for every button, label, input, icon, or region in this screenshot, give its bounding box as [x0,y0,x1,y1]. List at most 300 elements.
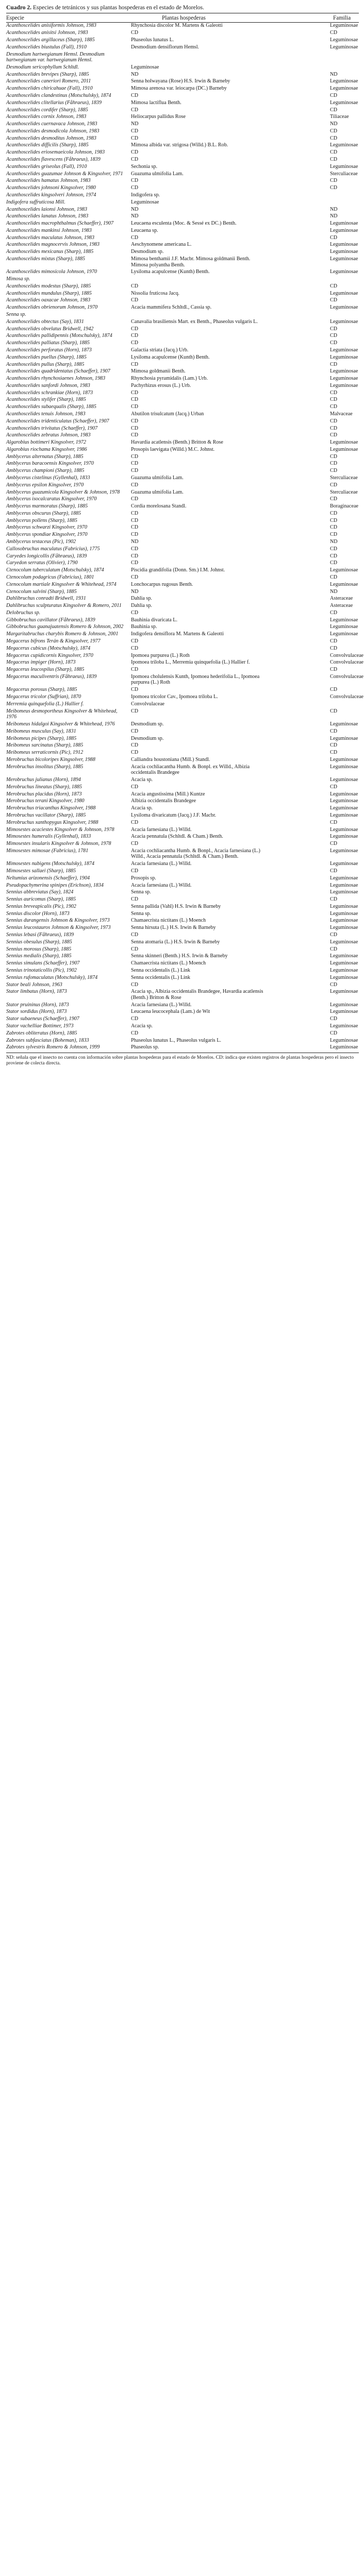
family-cell: CD [330,532,338,538]
family-cell: ND [330,206,338,212]
host-cell: CD [131,517,139,523]
table-row [6,475,359,481]
family-cell: CD [330,333,338,339]
species-cell: Sennius breveapicalis (Pic), 1902 [6,903,76,909]
species-cell: Merobruchus insolitus (Sharp), 1885 [6,764,84,770]
table-row [6,439,359,446]
species-cell: Acanthoscelides anisitsi Johnson, 1983 [6,30,88,36]
table-row [6,276,359,282]
family-cell: CD [330,524,338,531]
table-row [6,249,359,255]
document-page [0,0,364,1066]
host-cell: CD [131,546,139,552]
table-row [6,1044,359,1050]
host-cell: Lysiloma acapulcense (Kunth) Benth. [131,354,210,360]
host-cell: CD [131,397,139,403]
species-cell: Acanthoscelides perforatus (Horn), 1873 [6,347,92,353]
family-cell: CD [330,638,338,644]
table-row [6,750,359,756]
family-cell: CD [330,1016,338,1022]
table-row [6,454,359,460]
table-footnote: ND: señala que el insecto no cuenta con información sobre plantas hospederas para el estado de Morelos. CD: indica que existen registros de plantas hospederas pero el insecto proviene de colecta directa. [6,1053,359,1066]
host-cell: CD [131,93,139,98]
species-cell: Meibomeus picipes (Sharp), 1885 [6,735,77,741]
host-cell: Mimosa benthamii J.F. Macbr. Mimosa goldmanii Benth. Mimosa polyantha Benth. [131,256,251,268]
table-row [6,52,359,63]
host-cell: Ipomoea tricolor Cav., Ipomoea triloba L. [131,694,218,700]
table-row [6,326,359,332]
family-cell: CD [330,574,338,580]
table-row [6,1002,359,1008]
species-cell: Acanthoscelides lanatus Johnson, 1983 [6,213,89,219]
family-cell: Leguminosae [330,304,358,311]
species-cell: Megacerus bifrons Terán & Kingsolver, 1977 [6,638,101,644]
family-cell: Leguminosae [330,974,358,980]
family-cell: Leguminosae [330,805,358,811]
family-cell: Leguminosae [330,721,358,727]
host-cell: Mimosa arenosa var. leiocarpa (DC.) Barneby [131,86,227,92]
species-cell: Amblycerus marmoratus (Sharp), 1885 [6,503,88,510]
species-cell: Acanthoscelides puellus (Sharp), 1885 [6,354,87,360]
table-row [6,468,359,474]
table-row [6,149,359,156]
species-cell: Merobruchus vacillator (Sharp), 1885 [6,812,86,818]
species-cell: Sennius trinotaticollis (Pic), 1902 [6,967,77,973]
species-cell: Dahlibruchus conradti Bridwell, 1931 [6,596,86,602]
species-cell: Mimosestes nubigens (Motschulsky), 1874 [6,861,95,867]
species-cell: Acanthoscelides mexicanus (Sharp), 1885 [6,249,94,255]
species-cell: Acanthoscelides hamatus Johnson, 1983 [6,178,91,184]
species-cell: Acanthoscelides tridenticulatus (Schaeffer), 1907 [6,418,109,424]
host-cell: CD [131,468,139,474]
family-cell: Leguminosae [330,99,358,106]
family-cell: Leguminosae [330,23,358,29]
host-cell: CD [131,389,139,396]
family-cell: Leguminosae [330,382,358,388]
species-cell: Algarobius bottimeri Kingsolver, 1972 [6,439,86,446]
host-cell: Rhynchosia discolor M. Martens & Galeotti [131,23,223,29]
table-row [6,539,359,545]
host-cell: CD [131,687,139,693]
family-cell: ND [330,213,338,219]
host-cell: Sechonia sp. [131,163,158,170]
family-cell: Sterculiaceae [330,171,358,177]
host-cell: Prosopis laevigata (Willd.) M.C. Johnst. [131,446,215,452]
family-cell: Leguminosae [330,631,358,637]
table-row [6,904,359,910]
host-cell: CD [131,453,139,460]
host-cell: Lonchocarpus rugosus Benth. [131,581,193,587]
host-cell: Indigofera sp. [131,192,160,198]
host-cell: Chamaecrista nictitans (L.) Moench [131,918,206,924]
species-cell: Algarobius riochama Kingsolver, 1986 [6,446,87,452]
family-cell: Convolvulaceae [330,659,364,666]
table-row [6,340,359,346]
species-cell: Acanthoscelides chiricahuae (Fall), 1910 [6,86,93,92]
host-cell: Senna skinneri (Benth.) H.S. Irwin & Barneby [131,953,228,959]
host-cell: Acacia angustissima (Mill.) Kuntze [131,791,205,797]
family-cell: Leguminosae [330,581,358,587]
header-family: Familia [333,14,351,21]
table-row [6,426,359,432]
table-row [6,171,359,177]
family-cell: CD [330,896,338,903]
host-cell: Senna occidentalis (L.) Link [131,967,190,973]
table-row [6,121,359,127]
table-row [6,841,359,847]
species-cell: Acanthoscelides mundulus (Sharp), 1885 [6,290,92,296]
host-cell: Aeschynomene americana L. [131,242,192,248]
species-cell: Acanthoscelides oaxacae Johnson, 1983 [6,297,91,303]
species-cell: Megacerus porosus (Sharp), 1885 [6,687,77,693]
table-row [6,207,359,213]
host-cell: CD [131,932,139,938]
species-cell: Amblycerus alternatus (Sharp), 1885 [6,453,84,460]
table-row [6,953,359,959]
host-cell: CD [131,404,139,410]
host-cell: Dahlia sp. [131,596,152,602]
family-cell: CD [330,461,338,467]
species-cell: Delobruchus sp. [6,609,41,616]
host-cell: Lysiloma divaricatum (Jacq.) J.F. Macbr. [131,812,217,818]
table-caption [6,4,359,11]
family-cell: CD [330,283,338,289]
species-cell: Acanthoscelides flavescens (Fåhraeus), 1839 [6,157,101,163]
family-cell: Leguminosae [330,1002,358,1008]
host-cell: Guazuma ulmifolia Lam. [131,489,184,495]
species-cell: Callosobruchus maculatus (Fabricius), 1775 [6,546,100,552]
species-cell: Sennius durangensis Johnson & Kingsolver, 1973 [6,918,110,924]
table-row [6,312,359,318]
host-cell: Mimosa albida var. strigosa (Willd.) B.L. Rob. [131,142,228,148]
table-row [6,742,359,749]
family-cell: Sterculiaceae [330,489,358,495]
table-row [6,1016,359,1022]
host-cell: CD [131,750,139,756]
host-cell: Leucaena sp. [131,227,158,233]
table-row [6,798,359,804]
table-row [6,199,359,206]
family-cell: Leguminosae [330,269,358,275]
family-cell: Leguminosae [330,242,358,248]
family-cell: Convolvulaceae [330,652,364,658]
species-cell: Zabrotes obliteratus (Horn), 1885 [6,1030,77,1036]
table-row [6,397,359,403]
family-cell: CD [330,93,338,98]
family-cell: CD [330,946,338,952]
host-cell: CD [131,283,139,289]
table-row [6,883,359,889]
family-cell: Convolvulaceae [330,673,364,680]
species-cell: Mimosa sp. [6,276,30,282]
table-row [6,975,359,981]
host-cell: CD [131,461,139,467]
table-row [6,932,359,938]
family-cell: CD [330,742,338,749]
species-cell: Acanthoscelides trivitatus (Schaeffer), 1907 [6,425,98,431]
species-cell: Acanthoscelides modestus (Sharp), 1885 [6,283,91,289]
table-row [6,37,359,43]
table-row [6,297,359,303]
family-cell: Boraginaceae [330,503,358,510]
table-row [6,242,359,248]
host-cell: Heliocarpus pallidus Rose [131,114,186,120]
family-cell: CD [330,841,338,847]
family-cell: CD [330,667,338,673]
family-cell: CD [330,687,338,693]
table-row [6,164,359,170]
species-cell: Acanthoscelides pullus (Sharp), 1885 [6,361,85,367]
table-row [6,418,359,425]
family-cell: Leguminosae [330,1037,358,1043]
host-cell: CD [131,297,139,303]
table-row [6,64,359,71]
host-cell: CD [131,128,139,134]
family-cell: CD [330,868,338,874]
host-cell: Bauhinia sp. [131,624,157,630]
family-cell: CD [330,453,338,460]
family-cell: Leguminosae [330,989,358,995]
host-cell: Phaseolus sp. [131,1044,159,1050]
species-cell: Acanthoscelides stylifer (Sharp), 1885 [6,397,86,403]
table-row [6,192,359,198]
family-cell: Malvaceae [330,411,353,417]
species-cell: Ctenocolum podagricus (Fabricius), 1801 [6,574,94,580]
table-row [6,178,359,184]
host-cell: Acacia farnesiana (L.) Willd. [131,826,192,833]
table-row [6,989,359,1001]
table-row [6,946,359,953]
species-cell: Mimosestes insularis Kingsolver & Johnson, 1978 [6,841,111,847]
species-cell: Merobruchus julianus (Horn), 1894 [6,777,81,783]
family-cell: Asteraceae [330,596,353,602]
table-row [6,404,359,410]
family-cell: Leguminosae [330,903,358,909]
table-row [6,925,359,931]
table-row [6,889,359,895]
table-row [6,362,359,368]
host-cell: Bauhinia divaricata L. [131,617,177,623]
species-cell: Dahlibruchus sculpturatus Kingsolver & Romero, 2011 [6,603,122,609]
host-cell: CD [131,981,139,988]
family-cell: CD [330,389,338,396]
host-cell: Phaseolus lunatus L. [131,37,174,43]
host-cell: Senna pallida (Vahl) H.S. Irwin & Barneby [131,903,221,909]
family-cell: Leguminosae [330,624,358,630]
table-row [6,805,359,811]
species-cell: Sennius rufomaculatus (Motschulsky), 1874 [6,974,98,980]
species-cell: Acanthoscelides subaequalis (Sharp), 1885 [6,404,96,410]
species-cell: Amblycerus spondiae Kingsolver, 1970 [6,532,88,538]
host-cell: Acacia sp. [131,805,153,811]
species-cell: Acanthoscelides sanfordi Johnson, 1983 [6,382,90,388]
table-row [6,968,359,974]
host-cell: Leguminosae [131,199,159,205]
host-cell: CD [131,638,139,644]
table-row [6,652,364,659]
table-row [6,834,359,840]
species-cell: Acanthoscelides cordifer (Sharp), 1885 [6,107,88,113]
host-cell: CD [131,510,139,516]
family-cell: Leguminosae [330,227,358,233]
species-cell: Merobruchus placidus (Horn), 1873 [6,791,82,797]
header-hosts: Plantas hospederas [162,14,206,21]
host-cell: Acacia mammifera Schltdl., Cassia sp. [131,304,212,311]
species-cell: Acanthoscelides obrienorum Johnson, 1970 [6,304,98,311]
table-row [6,135,359,142]
table-row [6,736,359,742]
host-cell: Ipomoea triloba L., Merremia quinquefolia (L.) Hallier f. [131,659,250,666]
table-row [6,848,359,860]
family-cell: Sterculiaceae [330,475,358,481]
table-row [6,256,359,268]
species-cell: Caryedes longicollis (Fåhraeus), 1839 [6,553,87,559]
species-cell: Ctenocolum salvini (Sharp), 1885 [6,588,77,595]
family-cell [266,276,359,282]
host-cell: Acacia farnesiana (L.) Willd. [131,861,192,867]
table-row [6,721,359,727]
species-cell: Merobruchus terani Kingsolver, 1980 [6,798,85,804]
host-cell: Desmodium sp. [131,735,164,741]
family-cell: Leguminosae [330,953,358,959]
table-row [6,461,359,467]
table-row [6,447,359,453]
species-cell: Acanthoscelides maculatus Johnson, 1983 [6,234,95,241]
species-cell: Gibbobruchus cavillator (Fåhraeus), 1839 [6,617,95,623]
family-cell: CD [330,425,338,431]
host-cell: CD [131,819,139,825]
family-cell: Leguminosae [330,791,358,797]
table-row [6,728,359,735]
table-row [6,868,359,874]
family-cell [266,701,359,707]
host-cell: Havardia acatlensis (Benth.) Britton & Rose [131,439,223,446]
table-row [6,107,359,113]
family-cell: CD [330,234,338,241]
host-cell: Acacia cochliacantha Humb. & Bonpl. ex Willd., Albizia occidentalis Brandegee [131,764,250,776]
host-cell: CD [131,149,139,156]
table-row [6,624,359,630]
host-cell: CD [131,326,139,332]
host-cell: CD [131,1016,139,1022]
family-cell: Leguminosae [330,37,358,43]
family-cell: CD [330,30,338,36]
table-row [6,701,359,707]
host-cell: Abutilon trisulcatum (Jacq.) Urban [131,411,204,417]
table-row [6,861,359,867]
table-row [6,960,359,967]
host-cell: Senna occidentalis (L.) Link [131,974,190,980]
table-row [6,503,359,510]
family-cell: CD [330,178,338,184]
table-row [6,114,359,120]
species-cell: Acanthoscelides argillaceus (Sharp), 1885 [6,37,95,43]
species-cell: Acanthoscelides pallidipennis (Motschulsky), 1874 [6,333,112,339]
species-cell: Acanthoscelides mankinsi Johnson, 1983 [6,227,92,233]
table-row [6,1030,359,1037]
species-cell: Amblycerus baracoensis Kingsolver, 1970 [6,461,94,467]
host-cell: Piscidia grandifolia (Donn. Sm.) I.M. Johnst. [131,567,225,573]
species-cell: Sennius medialis (Sharp), 1885 [6,953,72,959]
species-cell: Caryedon serratus (Olivier), 1790 [6,560,78,566]
species-cell: Acanthoscelides clitellarius (Fåhraeus), 1839 [6,99,102,106]
species-cell: Acanthoscelides griseolus (Fall), 1910 [6,163,87,170]
species-cell: Acanthoscelides rhynchosiaenes Johnson, 1983 [6,376,106,382]
table-row [6,827,359,833]
host-cell: CD [131,234,139,241]
host-cell: Leucaena esculenta (Moc. & Sessé ex DC.) Benth. [131,221,237,227]
family-cell: Leguminosae [330,86,358,92]
family-cell: CD [330,728,338,734]
table-row [6,784,359,790]
species-cell: Acanthoscelides obvelatus Bridwell, 1942 [6,326,94,332]
table-row [6,411,359,417]
family-cell: CD [330,326,338,332]
table-row [6,673,364,686]
species-cell: Desmodium sericophyllum Schltdl. [6,64,79,70]
table-row [6,812,359,819]
family-cell: CD [330,185,338,191]
table-row [6,631,359,637]
table-row [6,610,359,616]
host-cell: CD [131,645,139,651]
family-cell: Leguminosae [330,446,358,452]
family-cell: Leguminosae [330,861,358,867]
family-cell: Leguminosae [330,960,358,967]
species-cell: Acanthoscelides kingsolveri Johnson, 1974 [6,192,96,198]
table-row [6,667,359,673]
table-row [6,235,359,241]
species-cell: Megacerus cupidicornis Kingsolver, 1970 [6,652,93,658]
family-cell: Leguminosae [330,44,358,50]
table-row [6,659,364,666]
host-cell: Leguminosae [131,64,159,70]
species-cell: Pseudopachymerina spinipes (Erichson), 1834 [6,882,104,888]
table-row [6,896,359,903]
host-cell: CD [131,496,139,502]
table-row [6,553,359,560]
host-cell: CD [131,340,139,346]
table-row [6,1023,359,1029]
species-cell: Sennius lebasi (Fåhraeus), 1839 [6,932,74,938]
family-cell: CD [330,981,338,988]
family-cell: Leguminosae [330,439,358,446]
species-cell: Acanthoscelides biustulus (Fall), 1910 [6,44,87,50]
host-cell: Acacia farnesiana (L.) Willd. [131,882,192,888]
host-cell: Ipomoea purpurea (L.) Roth [131,652,190,658]
species-cell: Acanthoscelides laionsi Johnson, 1983 [6,206,87,212]
species-cell: Acanthoscelides zebratus Johnson, 1983 [6,432,91,438]
species-cell: Amblycerus testaceus (Pic), 1902 [6,539,76,545]
family-cell: Leguminosae [330,1023,358,1029]
table-row [6,376,359,382]
host-cell: CD [131,1030,139,1036]
family-cell: Leguminosae [330,756,358,762]
species-cell: Merobruchus xanthopygus Kingsolver, 1988 [6,819,98,825]
table-row [6,574,359,581]
family-cell: Leguminosae [330,925,358,931]
host-cell: Desmodium densiflorum Hemsl. [131,44,200,50]
species-cell: Merobruchus bicoloripes Kingsolver, 1988 [6,756,95,762]
host-cell: Calliandra houstoniana (Mill.) Standl. [131,756,210,762]
host-cell: Mimosa goldmanii Benth. [131,368,186,375]
family-cell: Leguminosae [330,834,358,840]
host-cell: CD [131,728,139,734]
host-cell: CD [131,742,139,749]
family-cell [266,52,359,63]
table-row [6,757,359,763]
host-cell: CD [131,841,139,847]
